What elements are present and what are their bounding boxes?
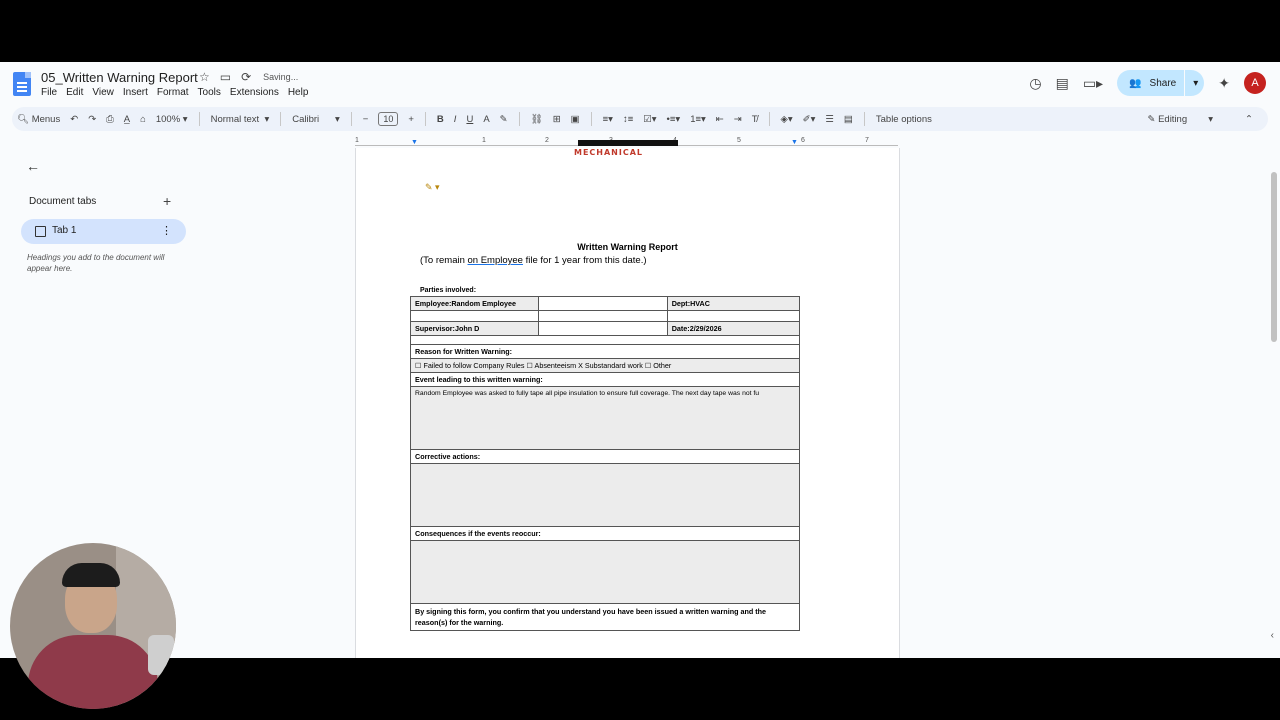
document-tabs-heading: Document tabs <box>29 196 97 207</box>
style-select[interactable]: Normal text ▾ <box>210 113 270 125</box>
indent-increase-icon[interactable]: ⇥ <box>733 113 742 125</box>
sync-icon: ⟳ <box>241 70 252 84</box>
folder-icon[interactable]: ▭ <box>219 70 232 84</box>
share-button[interactable]: 👥 Share ▾ <box>1117 70 1204 96</box>
italic-icon[interactable]: I <box>453 113 457 125</box>
outline-hint: Headings you add to the document will appear here. <box>27 253 165 273</box>
share-people-icon: 👥 <box>1129 77 1142 89</box>
corrective-cell[interactable] <box>411 464 800 527</box>
add-tab-icon[interactable]: + <box>163 193 172 209</box>
checklist-icon[interactable]: ☑▾ <box>643 113 657 125</box>
consequences-heading[interactable]: Consequences if the events reoccur: <box>411 527 800 541</box>
line-spacing-icon[interactable]: ↕≡ <box>622 113 634 125</box>
docs-logo-icon[interactable] <box>13 72 31 96</box>
menu-tools[interactable]: Tools <box>197 87 221 98</box>
warning-form-table[interactable] <box>410 296 800 631</box>
menu-insert[interactable]: Insert <box>122 87 148 98</box>
indent-decrease-icon[interactable]: ⇤ <box>715 113 724 125</box>
save-status: Saving... <box>263 72 299 82</box>
menu-bar <box>41 87 317 98</box>
bullet-list-icon[interactable]: •≡▾ <box>666 113 681 125</box>
link-icon[interactable]: ⛓ <box>530 113 543 125</box>
document-page[interactable] <box>355 148 900 658</box>
supervisor-cell[interactable]: Supervisor:John D <box>411 322 539 336</box>
date-cell[interactable]: Date:2/29/2026 <box>667 322 799 336</box>
employee-cell[interactable]: Employee:Random Employee <box>411 297 539 311</box>
paint-format-icon[interactable]: ⌂ <box>140 113 146 125</box>
comment-icon[interactable]: ▤ <box>1055 74 1069 91</box>
border-dash-icon[interactable]: ▤ <box>843 113 853 125</box>
logo-graphic <box>578 140 678 146</box>
decrease-font-icon[interactable]: − <box>362 113 369 125</box>
more-options-icon[interactable]: ⋮ <box>161 225 172 237</box>
horizontal-ruler[interactable]: 1 1 2 5 6 7 ▼ ▼ <box>355 137 898 148</box>
webcam-overlay <box>10 543 176 709</box>
tab-1[interactable]: Tab 1 ⋮ <box>21 219 186 244</box>
menu-view[interactable]: View <box>92 87 114 98</box>
suggest-edit-icon[interactable]: ✎ ▾ <box>425 182 440 192</box>
numbered-list-icon[interactable]: 1≡▾ <box>690 113 706 125</box>
history-icon[interactable]: ◷ <box>1029 74 1042 91</box>
company-logo: MECHANICAL <box>574 148 644 157</box>
menu-extensions[interactable]: Extensions <box>229 87 279 98</box>
back-arrow-icon[interactable]: ← <box>26 158 40 174</box>
pencil-icon: ✎ <box>1147 113 1156 125</box>
underline-icon[interactable]: U <box>466 113 474 125</box>
event-text-cell[interactable]: Random Employee was asked to fully tape all pipe insulation to ensure full coverage. The next day tape was not fu <box>411 387 800 450</box>
reason-heading[interactable]: Reason for Written Warning: <box>411 345 800 359</box>
dept-cell[interactable]: Dept:HVAC <box>667 297 799 311</box>
image-icon[interactable]: ▣ <box>570 113 580 125</box>
collapse-toolbar-icon[interactable]: ⌃ <box>1245 113 1253 125</box>
spellcheck-icon[interactable]: A̲ <box>123 113 131 125</box>
document-title[interactable]: 05_Written Warning Report <box>41 70 198 85</box>
font-select[interactable]: Calibri ▾ <box>292 113 340 125</box>
clear-format-icon[interactable]: T̸ <box>751 113 758 125</box>
right-indent-marker-icon[interactable]: ▼ <box>791 139 798 146</box>
menu-edit[interactable]: Edit <box>66 87 84 98</box>
search-menus[interactable]: 🔍︎ Menus <box>17 113 61 125</box>
menu-format[interactable]: Format <box>156 87 189 98</box>
print-icon[interactable]: ⎙ <box>106 113 114 125</box>
table-options-button[interactable]: Table options <box>875 113 932 125</box>
corrective-heading[interactable]: Corrective actions: <box>411 450 800 464</box>
reason-checkboxes[interactable]: ☐ Failed to follow Company Rules ☐ Absenteeism X Substandard work ☐ Other <box>411 359 800 373</box>
chevron-down-icon[interactable]: ▾ <box>1193 77 1199 89</box>
form-subtitle[interactable]: (To remain on Employee file for 1 year from this date.) <box>420 255 647 266</box>
zoom-select[interactable]: 100% ▾ <box>155 113 188 125</box>
meet-icon[interactable]: ▭▸ <box>1082 74 1104 91</box>
border-width-icon[interactable]: ☰ <box>825 113 834 125</box>
gemini-icon[interactable]: ✦ <box>1218 74 1230 91</box>
menu-help[interactable]: Help <box>287 87 309 98</box>
collapse-panel-icon[interactable]: ‹ <box>1270 630 1274 641</box>
indent-marker-icon[interactable]: ▼ <box>411 139 418 146</box>
signing-text[interactable]: By signing this form, you confirm that you understand you have been issued a written warning and the reason(s) for the warning. <box>411 604 800 631</box>
font-size-input[interactable]: 10 <box>378 112 398 126</box>
editing-mode-select[interactable]: ✎ Editing ▾ <box>1147 113 1214 125</box>
menu-file[interactable]: File <box>41 87 58 98</box>
increase-font-icon[interactable]: + <box>408 113 414 125</box>
toolbar <box>12 107 1268 131</box>
vertical-scrollbar[interactable] <box>1271 172 1277 342</box>
avatar[interactable]: A <box>1244 72 1266 94</box>
blank-cell[interactable] <box>539 297 667 311</box>
event-heading[interactable]: Event leading to this written warning: <box>411 373 800 387</box>
text-color-icon[interactable]: A <box>483 113 490 125</box>
add-comment-icon[interactable]: ⊞ <box>552 113 561 125</box>
tab-doc-icon <box>35 226 46 237</box>
star-icon[interactable]: ☆ <box>199 70 210 84</box>
border-color-icon[interactable]: ✐▾ <box>802 113 816 125</box>
undo-icon[interactable]: ↶ <box>70 113 79 125</box>
bold-icon[interactable]: B <box>436 113 444 125</box>
search-icon: 🔍︎ <box>17 113 30 125</box>
parties-label[interactable]: Parties involved: <box>420 287 477 294</box>
fill-color-icon[interactable]: ◈▾ <box>780 113 793 125</box>
highlight-icon[interactable]: ✎ <box>499 113 508 125</box>
form-title[interactable]: Written Warning Report <box>577 242 678 252</box>
docs-window <box>0 62 1280 658</box>
redo-icon[interactable]: ↷ <box>88 113 97 125</box>
align-icon[interactable]: ≡▾ <box>602 113 613 125</box>
consequences-cell[interactable] <box>411 541 800 604</box>
